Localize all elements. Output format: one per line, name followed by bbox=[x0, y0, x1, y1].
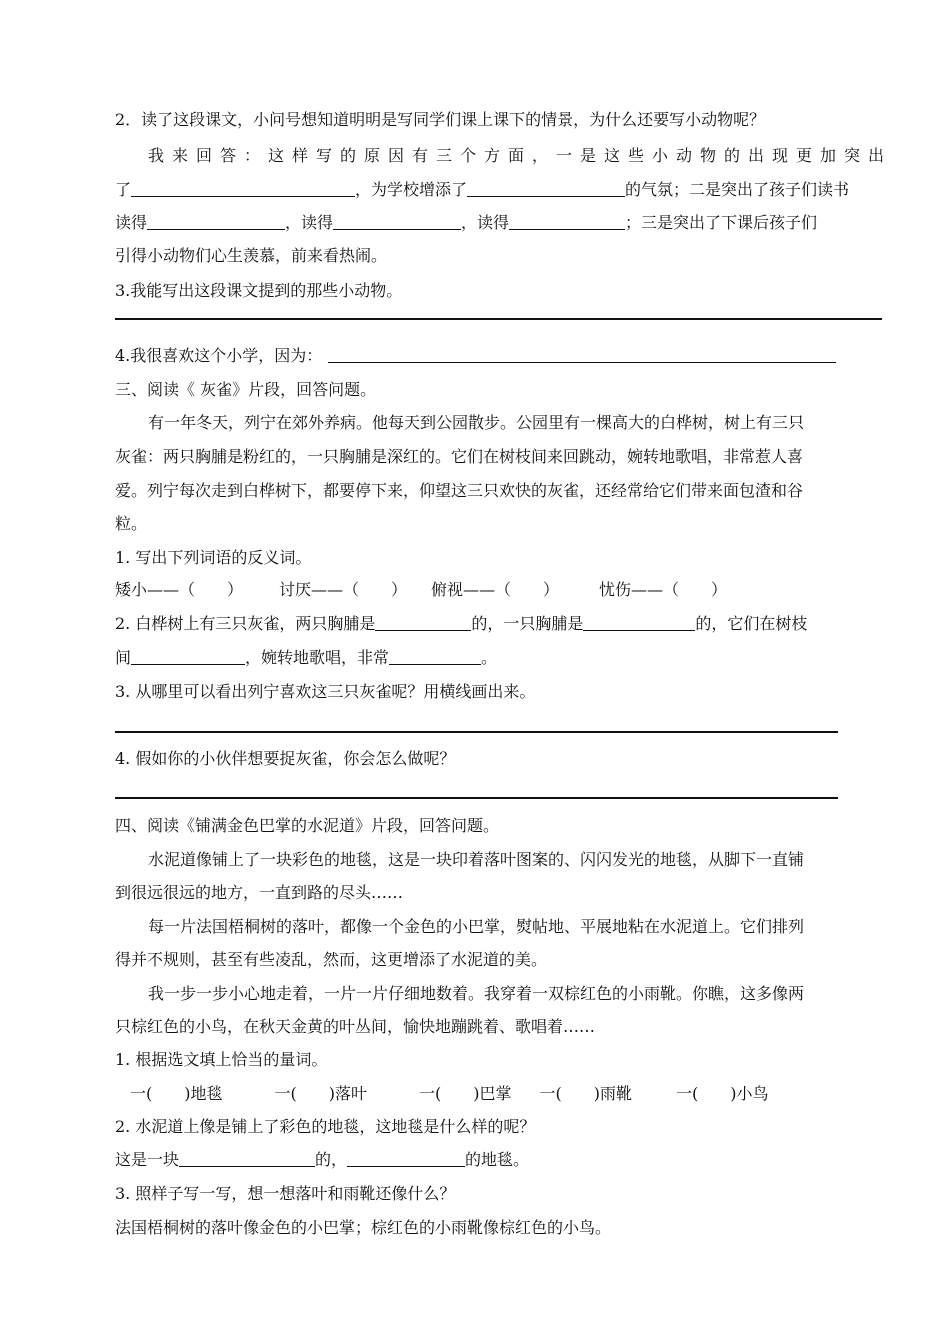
answer-line-3 bbox=[115, 213, 817, 233]
blank-field[interactable] bbox=[179, 1150, 315, 1167]
antonym-row bbox=[115, 580, 727, 600]
passage-line: 只棕红色的小鸟，在秋天金黄的叶丛间，愉快地蹦跳着、歌唱着…… bbox=[115, 1017, 596, 1036]
blank-field[interactable] bbox=[333, 213, 461, 230]
blank-field[interactable] bbox=[375, 614, 471, 631]
antonym-item[interactable]: 忧伤——（ ） bbox=[599, 580, 728, 599]
question-text: 2. 白桦树上有三只灰雀，两只胸脯是 bbox=[115, 614, 376, 633]
blank-field[interactable] bbox=[328, 346, 836, 363]
question-2: 2．读了这段课文，小问号想知道明明是写同学们课上课下的情景，为什么还要写小动物呢？ bbox=[115, 110, 766, 129]
blank-field[interactable] bbox=[583, 614, 695, 631]
question-3: 3.我能写出这段课文提到的那些小动物。 bbox=[115, 281, 403, 300]
antonym-item[interactable]: 讨厌——（ ） bbox=[279, 580, 408, 599]
question-text: 这是一块 bbox=[115, 1150, 180, 1169]
question-text: 间 bbox=[115, 648, 132, 667]
answer-text: ，为学校增添了 bbox=[355, 180, 468, 199]
question-text: 。 bbox=[481, 648, 498, 667]
blank-field[interactable] bbox=[131, 648, 245, 665]
measure-word-item[interactable]: 一( )地毯 bbox=[130, 1084, 223, 1103]
measure-word-item[interactable]: 一( )雨靴 bbox=[539, 1084, 632, 1103]
blank-field[interactable] bbox=[389, 648, 481, 665]
question-2-fill bbox=[115, 1150, 529, 1170]
passage-line: 我一步一步小心地走着，一片一片仔细地数着。我穿着一双棕红色的小雨靴。你瞧，这多像两 bbox=[148, 984, 805, 1003]
answer-rule[interactable] bbox=[115, 797, 838, 799]
question-3: 3. 照样子写一写，想一想落叶和雨靴还像什么？ bbox=[115, 1184, 456, 1203]
question-1: 1. 根据选文填上恰当的量词。 bbox=[115, 1050, 328, 1069]
question-text: 的， bbox=[315, 1150, 348, 1169]
question-text: 的，它们在树枝 bbox=[695, 614, 808, 633]
passage-line: 水泥道像铺上了一块彩色的地毯，这是一块印着落叶图案的、闪闪发光的地毯，从脚下一直铺 bbox=[148, 850, 805, 869]
answer-line-1: 我来回答：这样写的原因有三个方面，一是这些小动物的出现更加突出 bbox=[148, 146, 893, 165]
measure-word-item[interactable]: 一( )落叶 bbox=[274, 1084, 367, 1103]
passage-line: 每一片法国梧桐树的落叶，都像一个金色的小巴掌，熨帖地、平展地粘在水泥道上。它们排列 bbox=[148, 917, 805, 936]
passage-line: 到很远很远的地方，一直到路的尽头…… bbox=[115, 883, 404, 902]
answer-text: 的气氛；二是突出了孩子们读书 bbox=[625, 180, 850, 199]
blank-field[interactable] bbox=[347, 1150, 465, 1167]
blank-field[interactable] bbox=[131, 180, 355, 197]
answer-rule[interactable] bbox=[115, 731, 838, 733]
question-text: 的地毯。 bbox=[465, 1150, 530, 1169]
answer-text: ，读得 bbox=[461, 213, 510, 232]
antonym-item[interactable]: 俯视——（ ） bbox=[431, 580, 560, 599]
measure-word-item[interactable]: 一( )小鸟 bbox=[676, 1084, 769, 1103]
passage-line: 有一年冬天，列宁在郊外养病。他每天到公园散步。公园里有一棵高大的白桦树，树上有三只 bbox=[148, 413, 805, 432]
example-sentence: 法国梧桐树的落叶像金色的小巴掌；棕红色的小雨靴像棕红色的小鸟。 bbox=[115, 1218, 612, 1237]
question-4 bbox=[115, 346, 836, 366]
answer-line-4: 引得小动物们心生羡慕，前来看热闹。 bbox=[115, 246, 388, 265]
question-2-line-2 bbox=[115, 648, 497, 668]
antonym-item[interactable]: 矮小——（ ） bbox=[115, 580, 244, 599]
question-3: 3. 从哪里可以看出列宁喜欢这三只灰雀呢？用横线画出来。 bbox=[115, 682, 536, 701]
passage-line: 得并不规则，甚至有些凌乱，然而，这更增添了水泥道的美。 bbox=[115, 950, 548, 969]
answer-text: 读得 bbox=[115, 213, 148, 232]
question-1: 1. 写出下列词语的反义词。 bbox=[115, 548, 312, 567]
question-text: ，婉转地歌唱，非常 bbox=[245, 648, 390, 667]
passage-line: 灰雀：两只胸脯是粉红的，一只胸脯是深红的。它们在树枝间来回跳动，婉转地歌唱，非常惹人喜 bbox=[115, 447, 804, 466]
section-4-heading: 四、阅读《铺满金色巴掌的水泥道》片段，回答问题。 bbox=[115, 816, 500, 835]
blank-field[interactable] bbox=[509, 213, 625, 230]
blank-field[interactable] bbox=[467, 180, 625, 197]
question-text: 4.我很喜欢这个小学，因为： bbox=[115, 346, 323, 365]
measure-word-item[interactable]: 一( )巴掌 bbox=[419, 1084, 512, 1103]
answer-text: 了 bbox=[115, 180, 132, 199]
question-4: 4. 假如你的小伙伴想要捉灰雀，你会怎么做呢？ bbox=[115, 749, 456, 768]
answer-text: ；三是突出了下课后孩子们 bbox=[625, 213, 818, 232]
passage-line: 粒。 bbox=[115, 514, 148, 533]
section-3-heading: 三、阅读《 灰雀》片段，回答问题。 bbox=[115, 380, 377, 399]
answer-text: ，读得 bbox=[285, 213, 334, 232]
answer-line-2 bbox=[115, 180, 849, 200]
question-2: 2. 水泥道上像是铺上了彩色的地毯，这地毯是什么样的呢？ bbox=[115, 1117, 536, 1136]
passage-line: 爱。列宁每次走到白桦树下，都要停下来，仰望这三只欢快的灰雀，还经常给它们带来面包渣和谷 bbox=[115, 481, 804, 500]
question-text: 的，一只胸脯是 bbox=[471, 614, 584, 633]
answer-rule[interactable] bbox=[115, 318, 882, 320]
question-2-line-1 bbox=[115, 614, 807, 634]
measure-word-row bbox=[130, 1084, 769, 1104]
blank-field[interactable] bbox=[147, 213, 285, 230]
